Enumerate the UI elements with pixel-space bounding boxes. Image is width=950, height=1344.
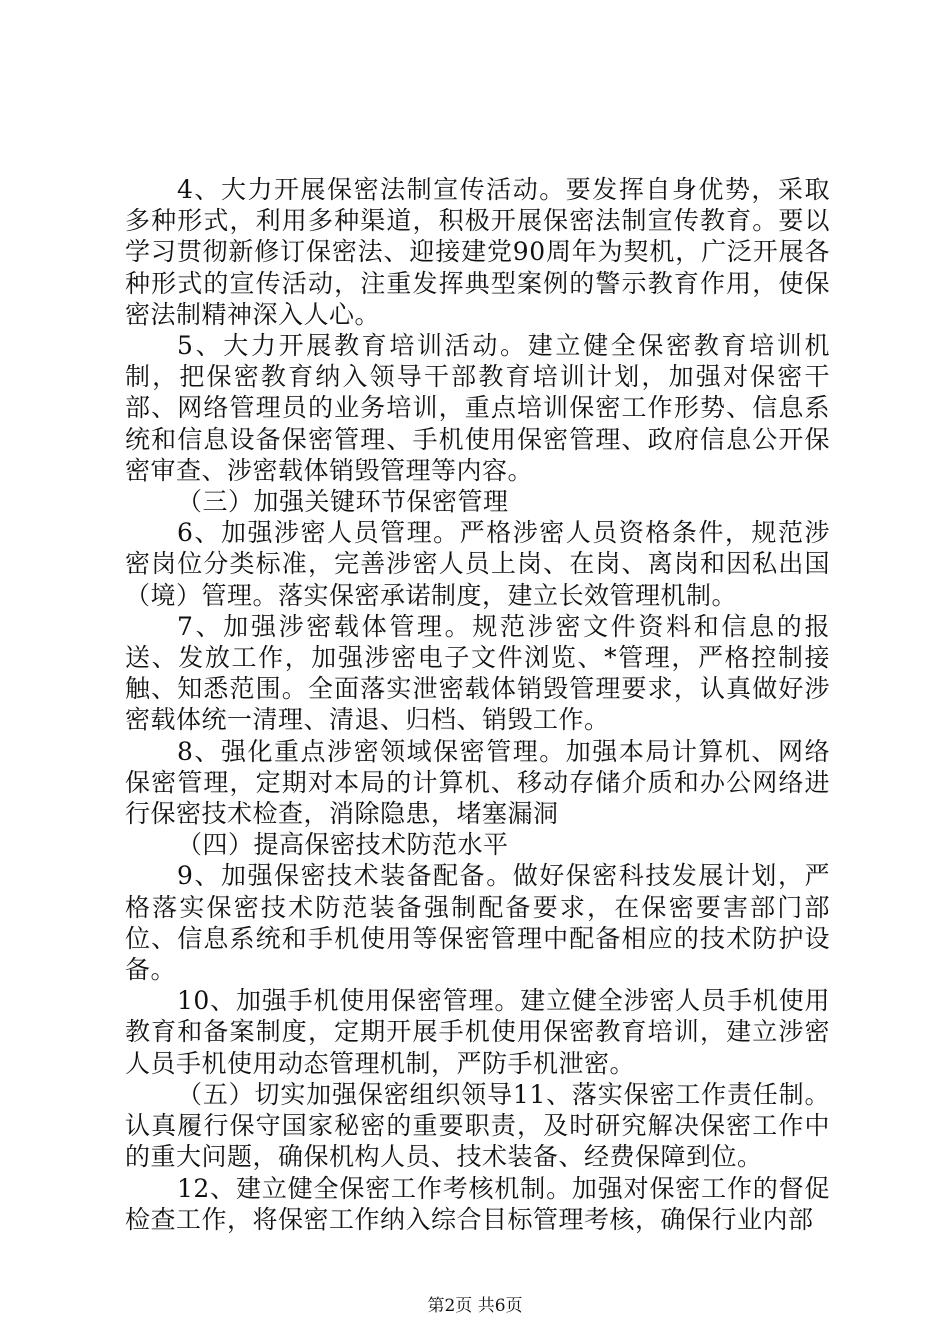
section-heading-4: （四）提高保密技术防范水平 <box>177 830 509 860</box>
paragraph-10: 10、加强手机使用保密管理。建立健全涉密人员手机使用教育和备案制度，定期开展手机使用保密教育培训，建立涉密人员手机使用动态管理机制，严防手机泄密。 <box>125 986 830 1078</box>
paragraph-9: 9、加强保密技术装备配备。做好保密科技发展计划，严格落实保密技术防范装备强制配备要求，在保密要害部门部位、信息系统和手机使用等保密管理中配备相应的技术防护设备。 <box>125 861 830 985</box>
paragraph-7: 7、加强涉密载体管理。规范涉密文件资料和信息的报送、发放工作，加强涉密电子文件浏览、*管理，严格控制接触、知悉范围。全面落实泄密载体销毁管理要求，认真做好涉密载体统一清理、清退、归档、销毁工作。 <box>125 611 830 735</box>
paragraph-4: 4、大力开展保密法制宣传活动。要发挥自身优势，采取多种形式，利用多种渠道，积极开展保密法制宣传教育。要以学习贯彻新修订保密法、迎接建党90周年为契机，广泛开展各种形式的宣传活动，注重发挥典型案例的警示教育作用，使保密法制精神深入人心。 <box>125 175 830 329</box>
paragraph-6: 6、加强涉密人员管理。严格涉密人员资格条件，规范涉密岗位分类标准，完善涉密人员上岗、在岗、离岗和因私出国（境）管理。落实保密承诺制度，建立长效管理机制。 <box>125 518 830 610</box>
document-body <box>125 174 830 1235</box>
page-footer: 第2页 共6页 <box>427 1296 523 1316</box>
paragraph-11: （五）切实加强保密组织领导11、落实保密工作责任制。认真履行保守国家秘密的重要职责，及时研究解决保密工作中的重大问题，确保机构人员、技术装备、经费保障到位。 <box>125 1079 830 1172</box>
paragraph-5: 5、大力开展教育培训活动。建立健全保密教育培训机制，把保密教育纳入领导干部教育培训计划，加强对保密干部、网络管理员的业务培训，重点培训保密工作形势、信息系统和信息设备保密管理、手机使用保密管理、政府信息公开保密审查、涉密载体销毁管理等内容。 <box>125 331 830 485</box>
paragraph-8: 8、强化重点涉密领域保密管理。加强本局计算机、网络保密管理，定期对本局的计算机、移动存储介质和办公网络进行保密技术检查，消除隐患，堵塞漏洞 <box>125 736 830 829</box>
section-heading-3: （三）加强关键环节保密管理 <box>177 487 509 517</box>
paragraph-12: 12、建立健全保密工作考核机制。加强对保密工作的督促检查工作，将保密工作纳入综合目标管理考核，确保行业内部 <box>125 1173 830 1234</box>
